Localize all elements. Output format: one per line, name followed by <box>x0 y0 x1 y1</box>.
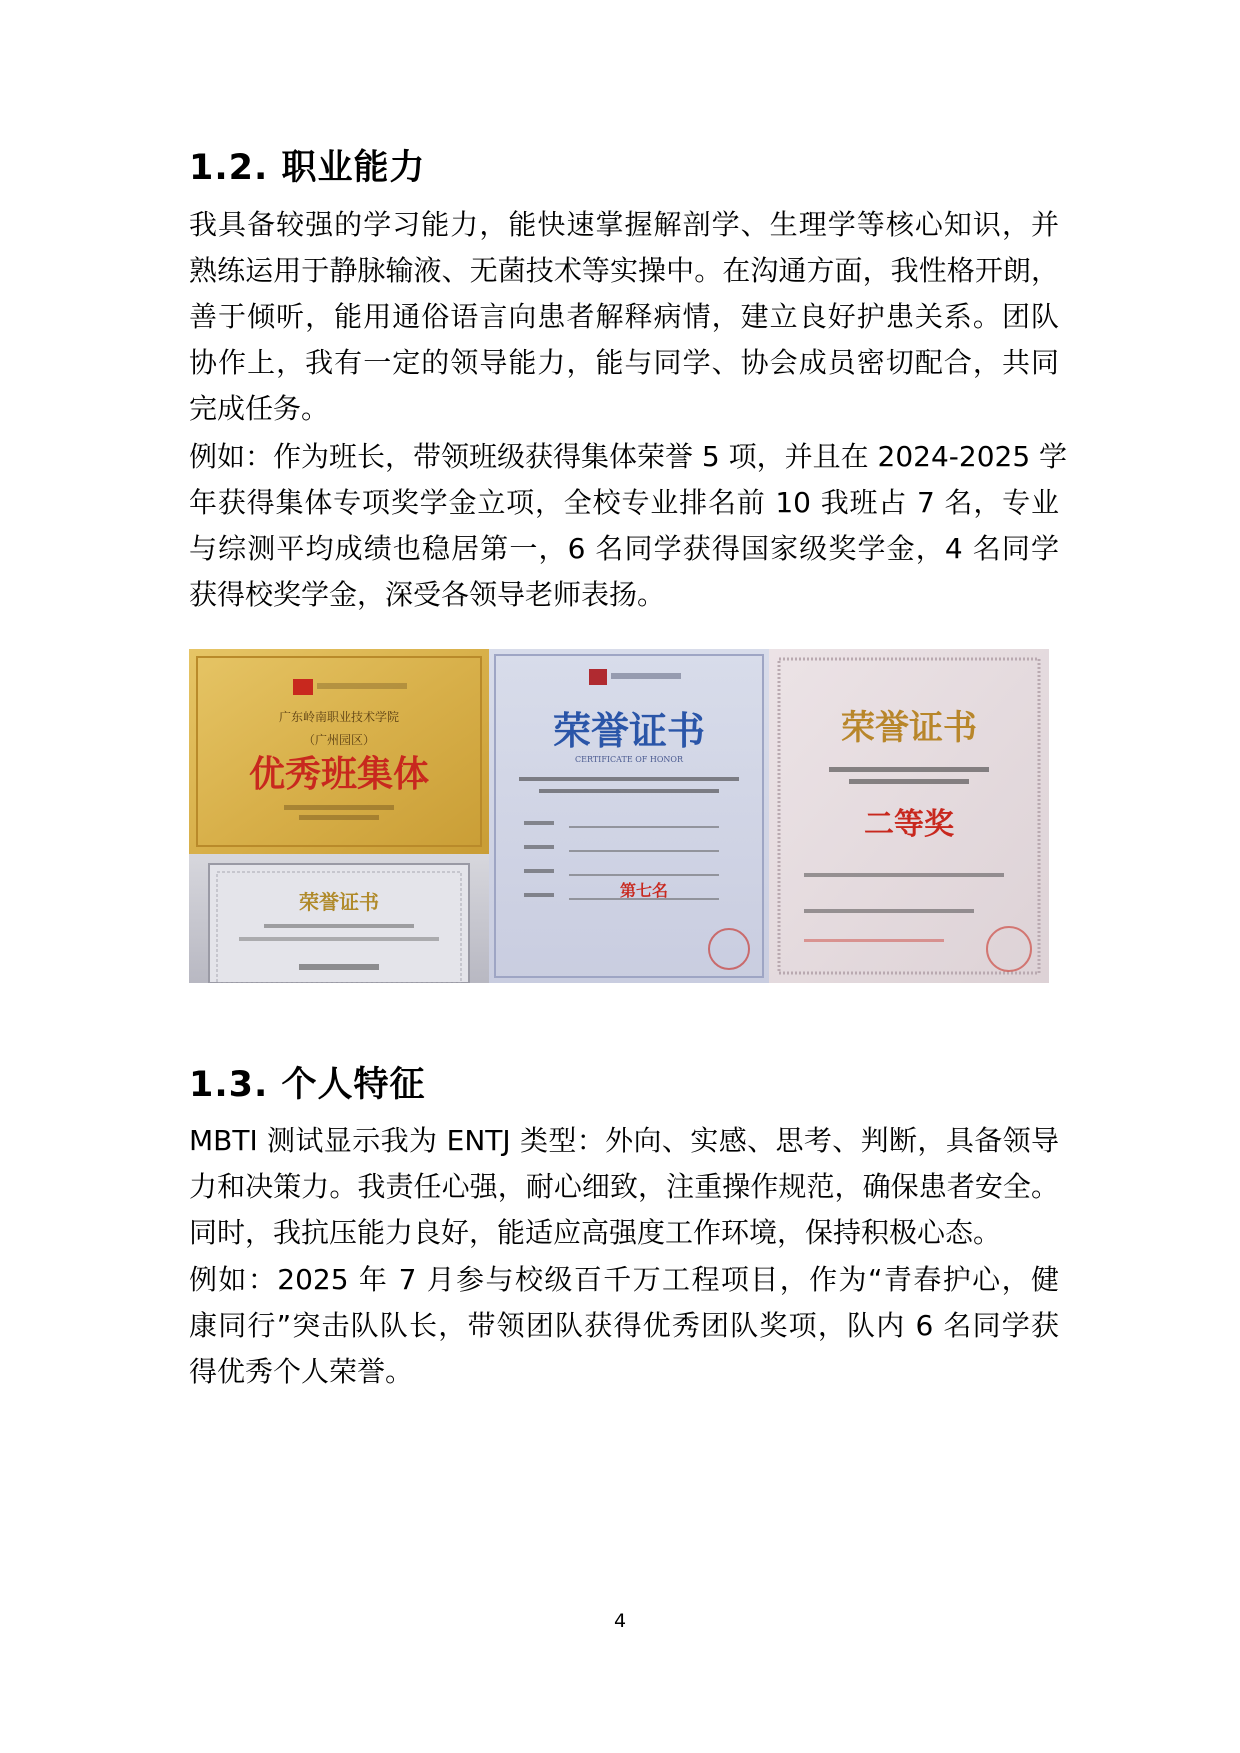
cert-honor-bottom-left <box>189 854 489 983</box>
text-line: 例如：2025 年 7 月参与校级百千万工程项目，作为“青春护心，健 <box>189 1263 1059 1296</box>
cert-second-prize <box>769 649 1049 983</box>
paragraph-example-class-monitor <box>189 434 1068 618</box>
text-line: 例如：作为班长，带领班级获得集体荣誉 5 项，并且在 2024-2025 学 <box>189 440 1068 473</box>
text-line: 康同行”突击队队长，带领团队获得优秀团队奖项，队内 6 名同学获 <box>189 1309 1059 1342</box>
section-heading-personal-traits: 1.3. 个人特征 <box>189 1065 426 1105</box>
text-line: 得优秀个人荣誉。 <box>189 1355 414 1388</box>
text-line: 完成任务。 <box>189 392 330 425</box>
text-line: 善于倾听，能用通俗语言向患者解释病情，建立良好护患关系。团队 <box>189 300 1059 333</box>
certificates-photo <box>189 649 1049 983</box>
cert3-award: 二等奖 <box>864 807 954 842</box>
text-line: 年获得集体专项奖学金立项，全校专业排名前 10 我班占 7 名，专业 <box>189 486 1059 519</box>
paragraph-example-team-leader <box>189 1257 1059 1395</box>
text-line: MBTI 测试显示我为 ENTJ 类型：外向、实感、思考、判断，具备领导 <box>189 1124 1059 1157</box>
section-heading-career-ability: 1.2. 职业能力 <box>189 148 426 188</box>
paragraph-traits <box>189 1118 1059 1256</box>
cert-excellent-class <box>189 649 489 854</box>
cert2-title: 荣誉证书 <box>552 708 706 753</box>
text-line: 熟练运用于静脉输液、无菌技术等实操中。在沟通方面，我性格开朗， <box>189 254 1059 287</box>
text-line: 同时，我抗压能力良好，能适应高强度工作环境，保持积极心态。 <box>189 1216 1002 1249</box>
cert1-title: 优秀班集体 <box>248 753 430 795</box>
text-line: 协作上，我有一定的领导能力，能与同学、协会成员密切配合，共同 <box>189 346 1059 379</box>
cert2-rank: 第七名 <box>619 881 669 900</box>
page-number: 4 <box>613 1610 627 1632</box>
cert2-subtitle: CERTIFICATE OF HONOR <box>575 755 683 764</box>
text-line: 力和决策力。我责任心强，耐心细致，注重操作规范，确保患者安全。 <box>189 1170 1059 1203</box>
text-line: 与综测平均成绩也稳居第一，6 名同学获得国家级奖学金，4 名同学 <box>189 532 1059 565</box>
text-line: 我具备较强的学习能力，能快速掌握解剖学、生理学等核心知识，并 <box>189 208 1059 241</box>
cert1-school: 广东岭南职业技术学院 <box>278 710 400 724</box>
cert4-title: 荣誉证书 <box>299 890 379 914</box>
text-line: 获得校奖学金，深受各领导老师表扬。 <box>189 578 666 611</box>
cert3-title: 荣誉证书 <box>841 708 977 748</box>
cert-honor-middle <box>489 649 769 983</box>
cert1-region: （广州园区） <box>302 733 376 747</box>
paragraph-abilities <box>189 202 1059 432</box>
